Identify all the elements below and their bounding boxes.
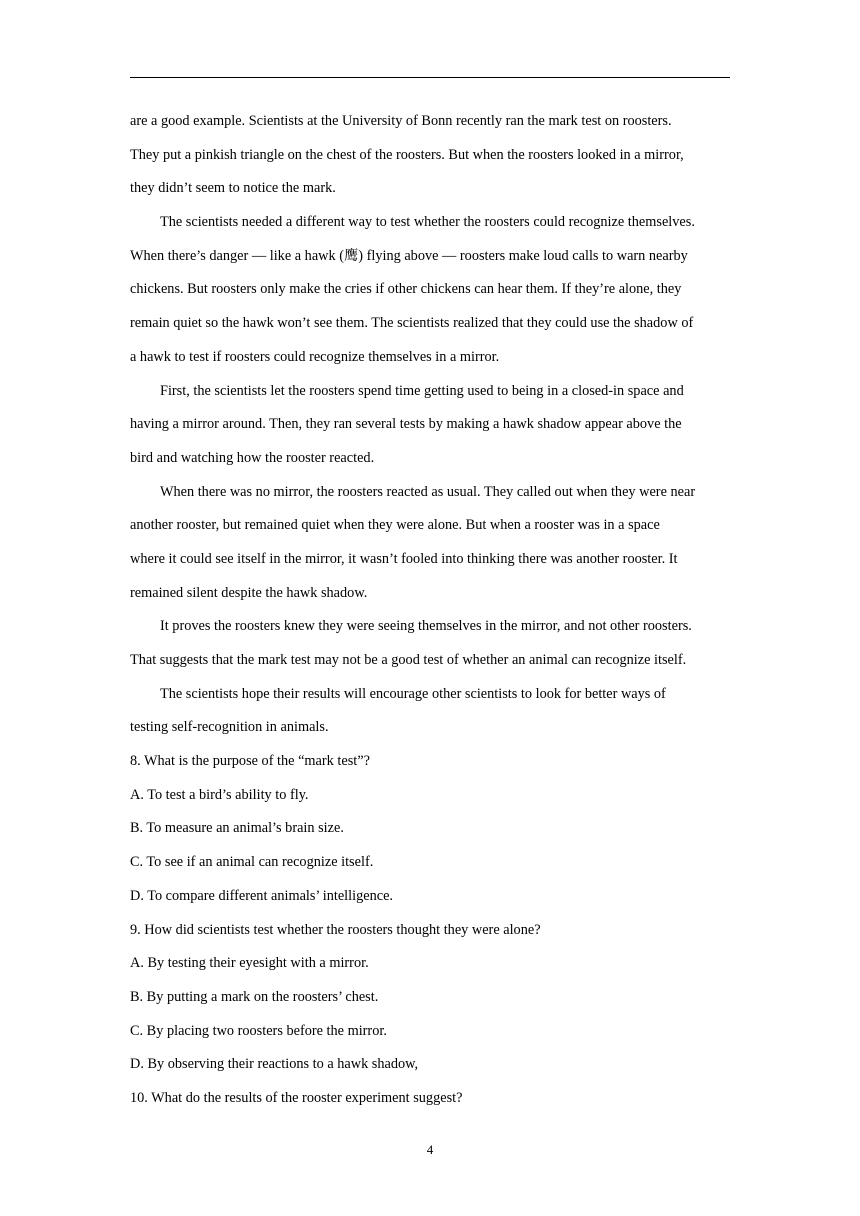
text-line: They put a pinkish triangle on the chest of the roosters. But when the roosters looked in a mirror, (130, 146, 684, 163)
paragraph-start: First, the scientists let the roosters spend time getting used to being in a closed-in space and (160, 382, 684, 399)
text-line: testing self-recognition in animals. (130, 719, 329, 736)
text-line: bird and watching how the rooster reacted. (130, 449, 375, 466)
question-8-option-b: B. To measure an animal’s brain size. (130, 820, 344, 837)
text-line: are a good example. Scientists at the University of Bonn recently ran the mark test on roosters. (130, 113, 672, 129)
text-line: a hawk to test if roosters could recognize themselves in a mirror. (130, 348, 500, 365)
text-line: where it could see itself in the mirror, it wasn’t fooled into thinking there was another rooster. It (130, 550, 678, 567)
text-line: chickens. But roosters only make the cries if other chickens can hear them. If they’re alone, they (130, 281, 682, 298)
question-9-option-b: B. By putting a mark on the roosters’ chest. (130, 988, 379, 1005)
question-9: 9. How did scientists test whether the roosters thought they were alone? (130, 921, 541, 938)
question-8-option-a: A. To test a bird’s ability to fly. (130, 786, 309, 803)
text-line: remain quiet so the hawk won’t see them. The scientists realized that they could use the shadow of (130, 315, 694, 332)
paragraph-start: When there was no mirror, the roosters reacted as usual. They called out when they were near (160, 483, 696, 500)
text-line: having a mirror around. Then, they ran several tests by making a hawk shadow appear above the (130, 416, 682, 433)
page-number: 4 (426, 1142, 434, 1157)
question-9-option-d: D. By observing their reactions to a hawk shadow, (130, 1056, 419, 1073)
question-9-option-c: C. By placing two roosters before the mirror. (130, 1022, 387, 1039)
paragraph-start: The scientists needed a different way to test whether the roosters could recognize themselves. (160, 214, 695, 231)
header-rule (130, 77, 730, 78)
document-body (130, 105, 730, 1116)
text-line: When there’s danger — like a hawk (鹰) flying above — roosters make loud calls to warn nearby (130, 247, 688, 264)
question-9-option-a: A. By testing their eyesight with a mirror. (130, 955, 369, 972)
text-line: remained silent despite the hawk shadow. (130, 584, 368, 601)
question-10: 10. What do the results of the rooster experiment suggest? (130, 1089, 463, 1106)
question-8-option-d: D. To compare different animals’ intelligence. (130, 887, 393, 904)
question-8: 8. What is the purpose of the “mark test”? (130, 753, 370, 770)
text-line: That suggests that the mark test may not be a good test of whether an animal can recognize itself. (130, 652, 687, 668)
paragraph-start: It proves the roosters knew they were seeing themselves in the mirror, and not other roosters. (160, 618, 692, 635)
paragraph-start: The scientists hope their results will encourage other scientists to look for better ways of (160, 685, 666, 702)
question-8-option-c: C. To see if an animal can recognize itself. (130, 854, 374, 871)
text-line: they didn’t seem to notice the mark. (130, 180, 336, 197)
text-line: another rooster, but remained quiet when they were alone. But when a rooster was in a space (130, 517, 660, 534)
